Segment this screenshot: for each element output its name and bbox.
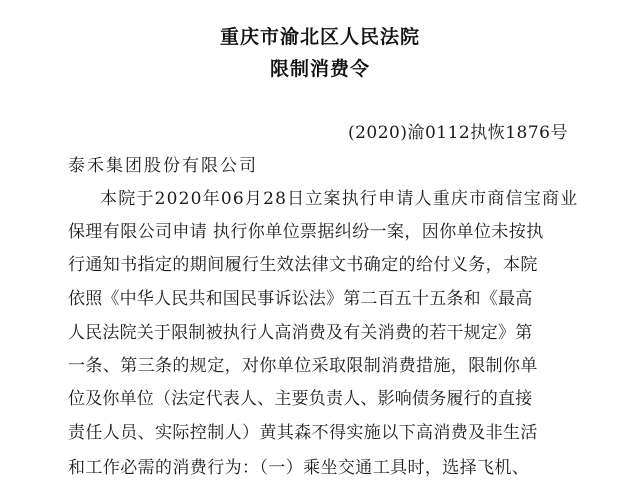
body-line-1: 本院于2020年06月28日立案执行申请人重庆市商信宝商业 <box>100 189 579 209</box>
order-title: 限制消费令 <box>269 58 370 80</box>
body-line-4: 依照《中华人民共和国民事诉讼法》第二百五十五条和《最高 <box>68 289 533 309</box>
body-line-7: 位及你单位（法定代表人、主要负责人、影响债务履行的直接 <box>68 389 533 409</box>
body-line-6: 一条、第三条的规定，对你单位采取限制消费措施，限制你单 <box>68 356 538 376</box>
body-line-8: 责任人员、实际控制人）黄其森不得实施以下高消费及非生活 <box>68 423 538 443</box>
body-line-3: 行通知书指定的期间履行生效法律文书确定的给付义务，本院 <box>68 255 538 275</box>
case-number: (2020)渝0112执恢1876号 <box>347 123 568 143</box>
court-name: 重庆市渝北区人民法院 <box>219 26 420 48</box>
body-line-2: 保理有限公司申请 执行你单位票据纠纷一案，因你单位未按执 <box>68 222 544 242</box>
bottom-fade <box>0 487 640 501</box>
body-line-9: 和工作必需的消费行为：（一）乘坐交通工具时，选择飞机、 <box>68 458 530 478</box>
recipient-name: 泰禾集团股份有限公司 <box>68 156 258 176</box>
body-line-5: 人民法院关于限制被执行人高消费及有关消费的若干规定》第 <box>68 323 533 343</box>
